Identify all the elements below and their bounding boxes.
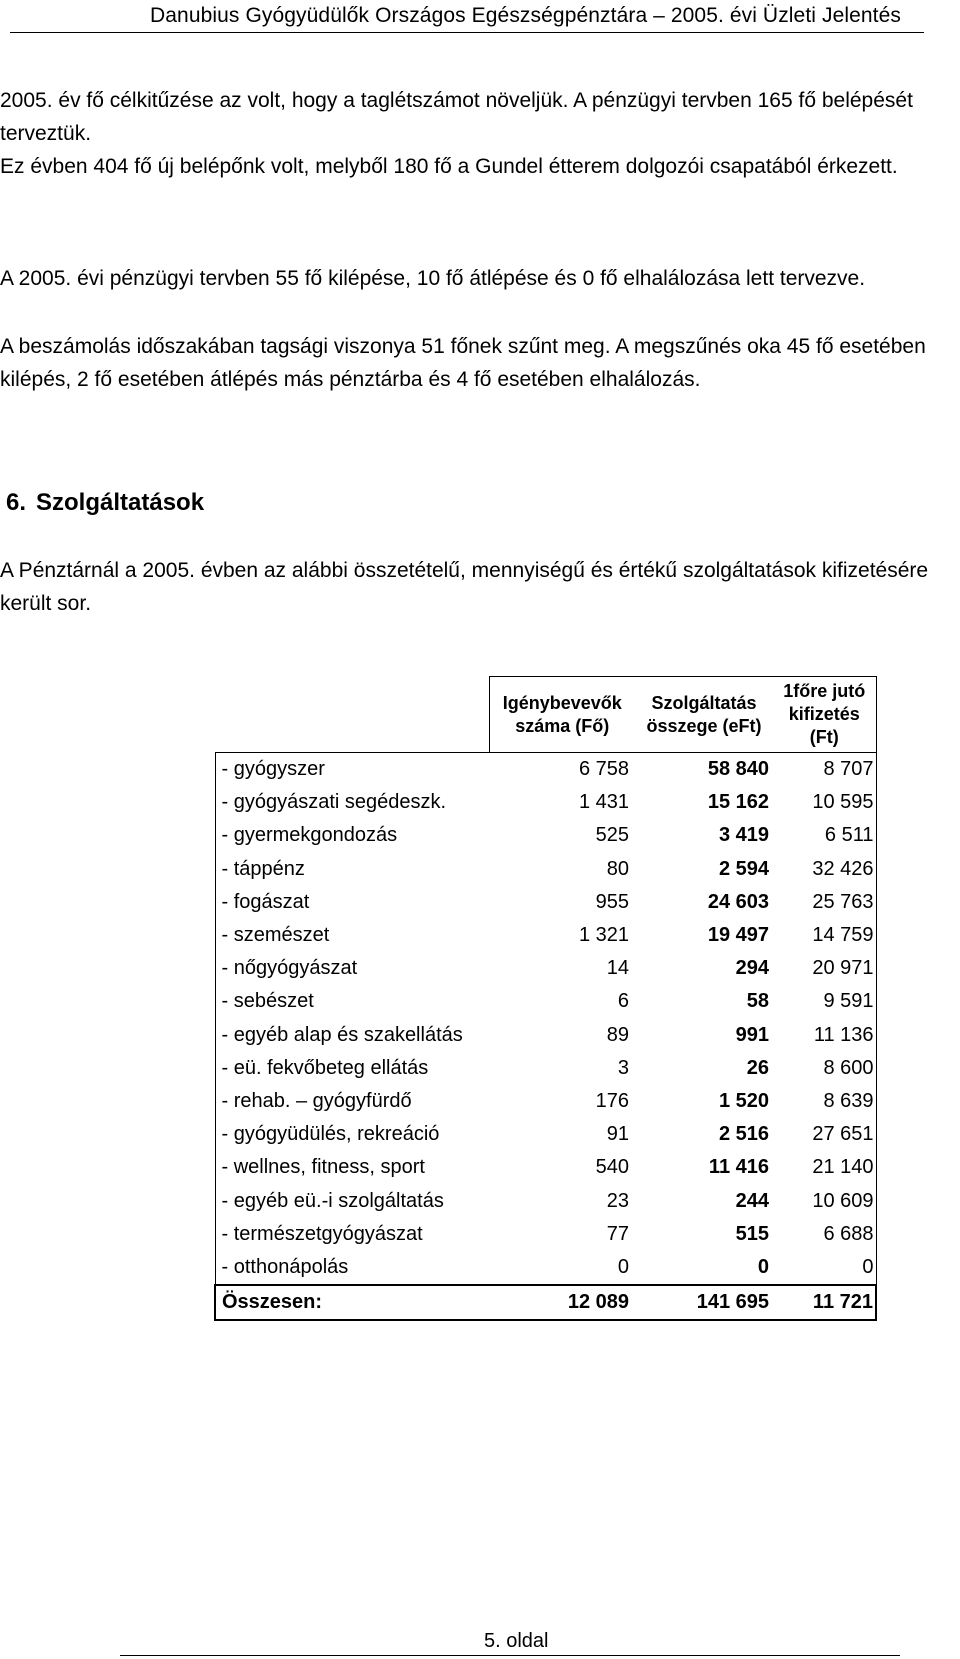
row-users: 0 — [617, 1255, 629, 1278]
row-per-capita: 14 759 — [773, 919, 876, 952]
table-row — [215, 985, 876, 1018]
section-title: Szolgáltatások — [36, 489, 205, 516]
row-per-capita: 10 609 — [773, 1184, 876, 1217]
row-amount: 24 603 — [707, 890, 769, 913]
row-category: - gyermekgondozás — [215, 819, 489, 852]
row-amount: 1 520 — [718, 1089, 769, 1112]
table-row — [215, 1085, 876, 1118]
row-amount: 244 — [735, 1189, 769, 1212]
row-category: - sebészet — [215, 985, 489, 1018]
row-amount: 2 594 — [718, 857, 769, 880]
row-category: - egyéb alap és szakellátás — [215, 1019, 489, 1052]
row-per-capita: 6 511 — [773, 819, 876, 852]
table-row — [215, 1052, 876, 1085]
table-row — [215, 886, 876, 919]
row-per-capita: 0 — [773, 1251, 876, 1285]
row-amount: 58 840 — [707, 758, 769, 781]
row-category: - gyógyászati segédeszk. — [215, 786, 489, 819]
paragraph-services-intro: A Pénztárnál a 2005. évben az alábbi összetételű, mennyiségű és értékű szolgáltatások kifizetésére került sor. — [0, 559, 929, 615]
row-users: 176 — [595, 1089, 629, 1112]
row-category: - nőgyógyászat — [215, 952, 489, 985]
services-table — [214, 676, 877, 1321]
row-per-capita: 8 707 — [773, 753, 876, 787]
row-per-capita: 10 595 — [773, 786, 876, 819]
row-category: - gyógyüdülés, rekreáció — [215, 1118, 489, 1151]
total-label: Összesen: — [215, 1285, 489, 1320]
row-category: - otthonápolás — [215, 1251, 489, 1285]
row-amount: 58 — [746, 990, 769, 1013]
paragraph-planned-exits: A 2005. évi pénzügyi tervben 55 fő kilépése, 10 fő átlépése és 0 fő elhalálozása lett tervezve. — [0, 267, 866, 290]
table-total-row — [215, 1285, 876, 1320]
row-per-capita: 9 591 — [773, 985, 876, 1018]
total-amount: 141 695 — [635, 1285, 773, 1320]
table-row — [215, 853, 876, 886]
row-category: - egyéb eü.-i szolgáltatás — [215, 1184, 489, 1217]
row-users: 23 — [606, 1189, 629, 1212]
row-users: 3 — [617, 1056, 629, 1079]
row-users: 955 — [595, 890, 629, 913]
row-amount: 19 497 — [707, 924, 769, 947]
row-category: - természetgyógyászat — [215, 1218, 489, 1251]
row-category: - gyógyszer — [215, 753, 489, 787]
row-amount: 2 516 — [718, 1123, 769, 1146]
table-row — [215, 1019, 876, 1052]
row-per-capita: 25 763 — [773, 886, 876, 919]
row-per-capita: 21 140 — [773, 1151, 876, 1184]
header-cell-per-capita: 1főre jutó kifizetés (Ft) — [773, 677, 876, 753]
row-amount: 3 419 — [718, 824, 769, 847]
table-row — [215, 786, 876, 819]
page-number: 5. oldal — [484, 1630, 549, 1652]
row-users: 77 — [606, 1222, 629, 1245]
table-row — [215, 1218, 876, 1251]
row-amount: 0 — [757, 1255, 769, 1278]
row-users: 6 — [617, 990, 629, 1013]
row-category: - szemészet — [215, 919, 489, 952]
table-row — [215, 1151, 876, 1184]
row-category: - eü. fekvőbeteg ellátás — [215, 1052, 489, 1085]
row-amount: 515 — [735, 1222, 769, 1245]
row-per-capita: 20 971 — [773, 952, 876, 985]
row-per-capita: 32 426 — [773, 853, 876, 886]
total-users: 12 089 — [489, 1285, 635, 1320]
row-per-capita: 27 651 — [773, 1118, 876, 1151]
row-users: 14 — [606, 957, 629, 980]
table-row — [215, 1118, 876, 1151]
row-amount: 15 162 — [707, 791, 769, 814]
row-per-capita: 11 136 — [773, 1019, 876, 1052]
row-users: 540 — [595, 1156, 629, 1179]
table-row — [215, 1184, 876, 1217]
row-users: 1 431 — [578, 791, 629, 814]
table-row — [215, 952, 876, 985]
page-header: Danubius Gyógyüdülők Országos Egészségpénztára – 2005. évi Üzleti Jelentés — [150, 4, 901, 27]
total-per-capita: 11 721 — [773, 1285, 876, 1320]
footer-divider — [120, 1655, 900, 1656]
table-body — [215, 753, 876, 1286]
table-row — [215, 753, 876, 787]
row-users: 1 321 — [578, 924, 629, 947]
row-users: 6 758 — [578, 758, 629, 781]
row-users: 89 — [606, 1023, 629, 1046]
table-row — [215, 919, 876, 952]
section-heading — [6, 489, 204, 517]
row-users: 525 — [595, 824, 629, 847]
row-category: - wellnes, fitness, sport — [215, 1151, 489, 1184]
paragraph-new-members: Ez évben 404 fő új belépőnk volt, melyből 180 fő a Gundel étterem dolgozói csapatából érkezett. — [0, 155, 898, 178]
row-amount: 26 — [746, 1056, 769, 1079]
header-cell-category — [215, 677, 489, 753]
row-per-capita: 6 688 — [773, 1218, 876, 1251]
header-cell-amount: Szolgáltatás összege (eFt) — [635, 677, 773, 753]
paragraph-goal: 2005. év fő célkitűzése az volt, hogy a taglétszámot növeljük. A pénzügyi tervben 165 fő belépését terveztük. — [0, 89, 913, 145]
section-number: 6. — [6, 489, 27, 516]
row-users: 80 — [606, 857, 629, 880]
row-category: - fogászat — [215, 886, 489, 919]
row-category: - rehab. – gyógyfürdő — [215, 1085, 489, 1118]
header-divider — [10, 32, 924, 33]
table-row — [215, 1251, 876, 1285]
header-cell-users: Igénybevevők száma (Fő) — [489, 677, 635, 753]
row-users: 91 — [606, 1123, 629, 1146]
row-amount: 294 — [735, 957, 769, 980]
paragraph-actual-exits: A beszámolás időszakában tagsági viszonya 51 főnek szűnt meg. A megszűnés oka 45 fő esetében kilépés, 2 fő esetében átlépés más pénztárba és 4 fő esetében elhalálozás. — [0, 335, 926, 391]
table-row — [215, 819, 876, 852]
row-per-capita: 8 639 — [773, 1085, 876, 1118]
row-amount: 991 — [735, 1023, 769, 1046]
table-header-row — [215, 677, 876, 753]
row-amount: 11 416 — [708, 1156, 769, 1179]
row-category: - táppénz — [215, 853, 489, 886]
row-per-capita: 8 600 — [773, 1052, 876, 1085]
